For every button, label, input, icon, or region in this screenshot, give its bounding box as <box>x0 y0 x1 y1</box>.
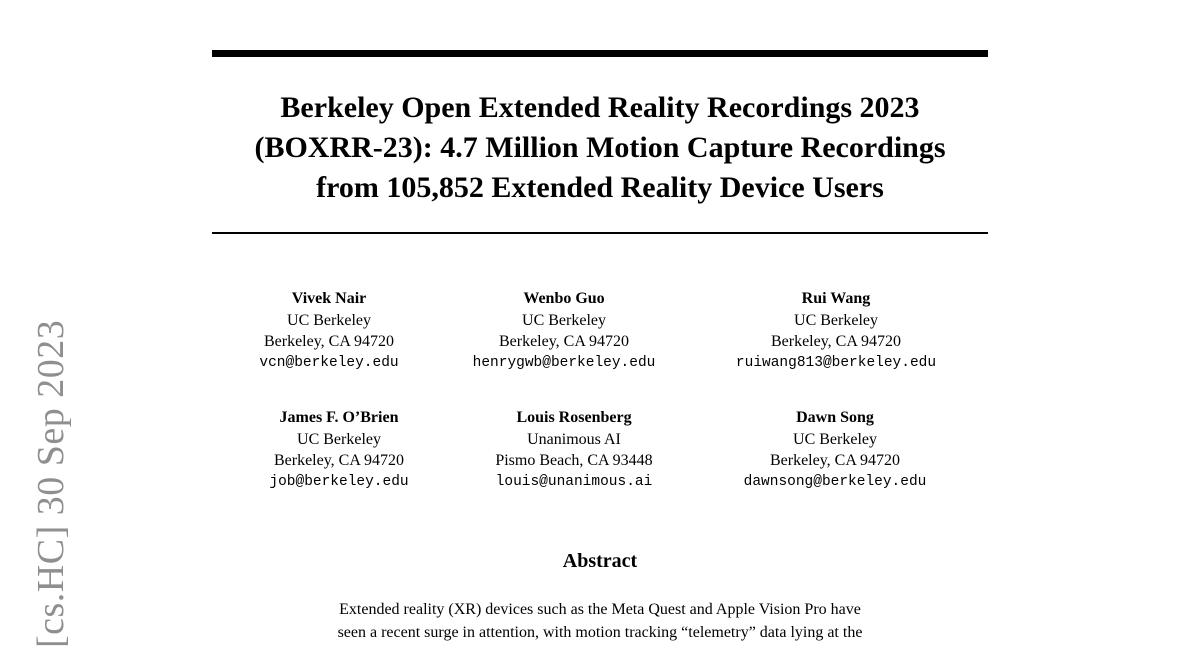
author-block <box>269 407 408 493</box>
author-affiliation: UC Berkeley <box>794 311 878 329</box>
abstract-text-line: Extended reality (XR) devices such as the Meta Quest and Apple Vision Pro have <box>339 601 861 618</box>
title-line: from 105,852 Extended Reality Device Users <box>316 171 884 204</box>
title-line: (BOXRR-23): 4.7 Million Motion Capture Recordings <box>254 131 946 164</box>
author-affiliation: UC Berkeley <box>297 430 381 448</box>
author-email[interactable]: louis@unanimous.ai <box>495 473 653 490</box>
abstract-text-line: seen a recent surge in attention, with motion tracking “telemetry” data lying at the <box>337 624 863 641</box>
author-location: Berkeley, CA 94720 <box>273 452 405 469</box>
author-name: Rui Wang <box>801 290 871 307</box>
title-top-rule <box>212 50 988 57</box>
author-name: James F. O’Brien <box>279 409 399 426</box>
author-email[interactable]: job@berkeley.edu <box>269 473 409 490</box>
author-location: Berkeley, CA 94720 <box>769 452 901 469</box>
author-email[interactable]: dawnsong@berkeley.edu <box>743 473 927 490</box>
author-location: Pismo Beach, CA 93448 <box>495 452 653 469</box>
author-block <box>736 288 936 374</box>
title-line: Berkeley Open Extended Reality Recordings 2023 <box>280 91 920 124</box>
abstract-heading: Abstract <box>562 550 638 572</box>
author-block <box>744 407 927 493</box>
author-name: Wenbo Guo <box>523 290 605 307</box>
title-bottom-rule <box>212 232 988 234</box>
paper-title <box>180 88 1020 208</box>
author-affiliation: UC Berkeley <box>287 311 371 329</box>
author-block <box>495 407 652 493</box>
author-location: Berkeley, CA 94720 <box>263 333 395 350</box>
author-block <box>473 288 656 374</box>
author-email[interactable]: vcn@berkeley.edu <box>259 354 399 371</box>
author-affiliation: UC Berkeley <box>793 430 877 448</box>
author-affiliation: Unanimous AI <box>527 430 621 448</box>
author-email[interactable]: ruiwang813@berkeley.edu <box>735 354 937 371</box>
author-name: Vivek Nair <box>291 290 367 307</box>
author-location: Berkeley, CA 94720 <box>498 333 630 350</box>
author-email[interactable]: henrygwb@berkeley.edu <box>472 354 656 371</box>
author-block <box>259 288 398 374</box>
author-name: Louis Rosenberg <box>516 409 632 426</box>
author-affiliation: UC Berkeley <box>522 311 606 329</box>
arxiv-sidebar-stamp: [cs.HC] 30 Sep 2023 <box>30 319 72 648</box>
author-name: Dawn Song <box>796 409 874 426</box>
author-location: Berkeley, CA 94720 <box>770 333 902 350</box>
